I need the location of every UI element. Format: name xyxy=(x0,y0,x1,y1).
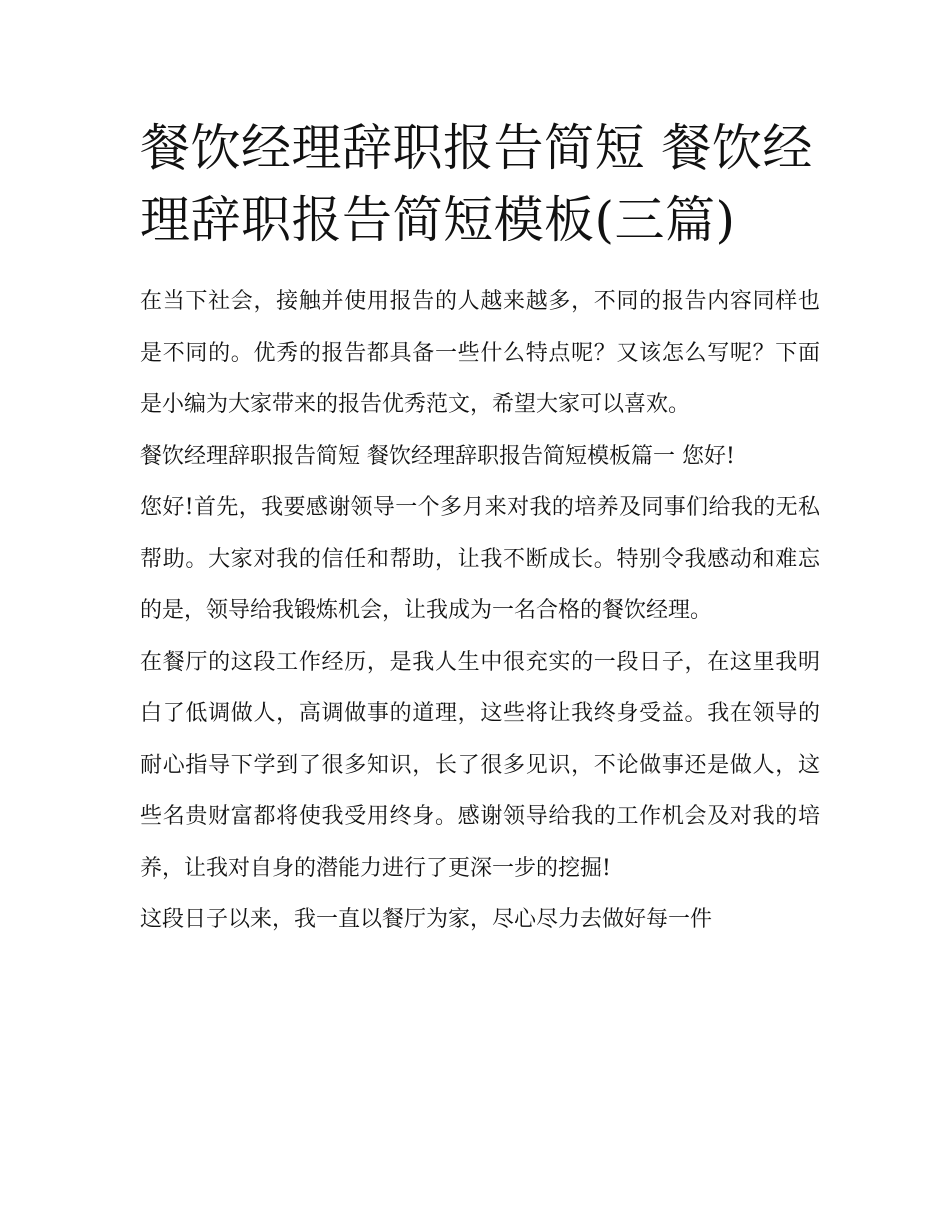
greeting-paragraph: 您好!首先，我要感谢领导一个多月来对我的培养及同事们给我的无私帮助。大家对我的信任和帮助，让我不断成长。特别令我感动和难忘的是，领导给我锻炼机会，让我成为一名合格的餐饮经理。 xyxy=(140,495,820,623)
intro-paragraph: 在当下社会，接触并使用报告的人越来越多，不同的报告内容同样也是不同的。优秀的报告都具备一些什么特点呢？又该怎么写呢？下面是小编为大家带来的报告优秀范文，希望大家可以喜欢。 xyxy=(140,289,820,417)
document-body xyxy=(140,276,820,946)
experience-paragraph: 在餐厅的这段工作经历，是我人生中很充实的一段日子，在这里我明白了低调做人，高调做事的道理，这些将让我终身受益。我在领导的耐心指导下学到了很多知识，长了很多见识，不论做事还是做人，这些名贵财富都将使我受用终身。感谢领导给我的工作机会及对我的培养，让我对自身的潜能力进行了更深一步的挖掘! xyxy=(140,649,820,881)
document-title: 餐饮经理辞职报告简短 餐饮经理辞职报告简短模板(三篇) xyxy=(140,119,813,249)
closing-paragraph: 这段日子以来，我一直以餐厅为家，尽心尽力去做好每一件 xyxy=(140,907,713,932)
section-heading-paragraph: 餐饮经理辞职报告简短 餐饮经理辞职报告简短模板篇一 您好! xyxy=(140,443,735,469)
